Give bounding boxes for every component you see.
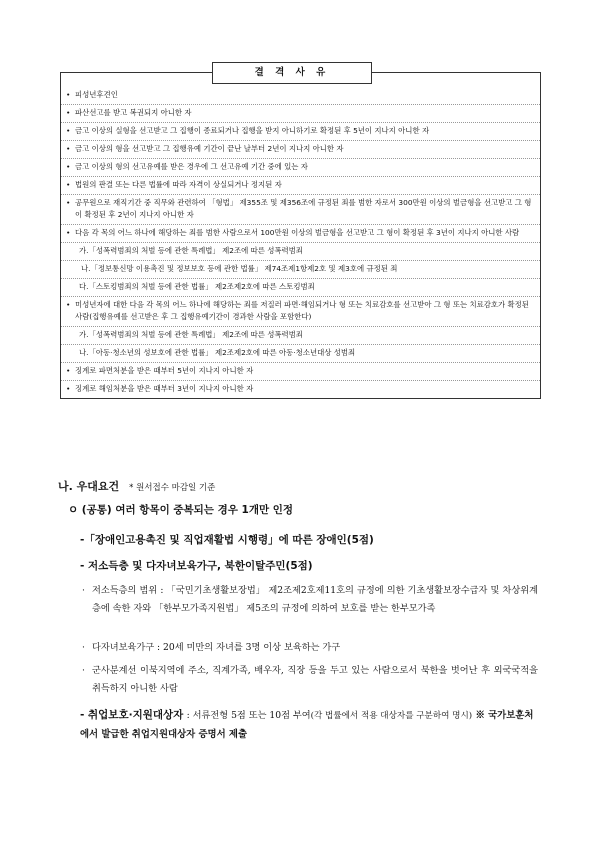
- detail-text: 군사분계선 이북지역에 주소, 직계가족, 배우자, 직장 등을 두고 있는 사람으로서 북한을 벗어난 후 외국국적을 취득하지 아니한 사람: [92, 665, 538, 694]
- disqualification-item: • 징계로 해임처분을 받은 때부터 3년이 지나지 아니한 자: [61, 380, 540, 398]
- section-title: [58, 478, 215, 494]
- disqualification-item: • 금고 이상의 형의 선고유예를 받은 경우에 그 선고유예 기간 중에 있는 자: [61, 158, 540, 176]
- disqualification-item: 가.「성폭력범죄의 처벌 등에 관한 특례법」 제2조에 따른 성폭력범죄: [61, 242, 540, 260]
- detail-dot: ·: [82, 585, 85, 596]
- section-heading: 나. 우대요건: [58, 480, 120, 493]
- disqualification-item: • 미성년자에 대한 다음 각 목의 어느 하나에 해당하는 죄를 저질러 파면·해임되거나 형 또는 치료감호를 선고받아 그 형 또는 치료감호가 확정된 사람(집행유예를 선고받은 후 그 집행유예기간이 경과한 사람을 포함한다): [61, 296, 540, 326]
- disabled-item: -「장애인고용촉진 및 직업재활법 시행령」에 따른 장애인(5점): [80, 534, 374, 546]
- disqualification-item: • 피성년후견인: [61, 87, 540, 104]
- employment-item: [80, 706, 542, 744]
- disqualification-item: • 공무원으로 재직기간 중 직무와 관련하여 「형법」 제355조 및 제356조에 규정된 죄를 범한 자로서 300만원 이상의 벌금형을 선고받고 그 형이 확정된 후 2년이 지나지 아니한 자: [61, 194, 540, 224]
- detail-dot: ·: [82, 642, 85, 653]
- disqualification-box: [60, 72, 541, 399]
- lowincome-item: - 저소득층 및 다자녀보육가구, 북한이탈주민(5점): [80, 560, 313, 572]
- detail-multichild: [82, 639, 538, 657]
- detail-text: 다자녀보육가구 : 20세 미만의 자녀를 3명 이상 보육하는 가구: [92, 642, 341, 653]
- disqualification-item: 가.「성폭력범죄의 처벌 등에 관한 특례법」 제2조에 따른 성폭력범죄: [61, 326, 540, 344]
- disqualification-title: 결 격 사 유: [212, 62, 372, 84]
- employment-label: - 취업보호·지원대상자: [80, 709, 184, 721]
- disqualification-item: • 다음 각 목의 어느 하나에 해당하는 죄를 범한 사람으로서 100만원 이상의 벌금형을 선고받고 그 형이 확정된 후 3년이 지나지 아니한 사람: [61, 224, 540, 242]
- employment-strong: ※ 국가보훈처에서 발급한 취업지원대상자 증명서 제출: [80, 710, 534, 740]
- employment-paren: (각 법률에서 적용 대상자를 구분하여 명시): [310, 711, 473, 721]
- section-note: * 원서접수 마감일 기준: [129, 483, 216, 493]
- disqualification-item: • 징계로 파면처분을 받은 때부터 5년이 지나지 아니한 자: [61, 362, 540, 380]
- employment-text: : 서류전형 5점 또는 10점 부여: [186, 710, 311, 721]
- disqualification-item: • 금고 이상의 형을 선고받고 그 집행유예 기간이 끝난 날부터 2년이 지나지 아니한 자: [61, 140, 540, 158]
- detail-text: 저소득층의 범위 : 「국민기초생활보장법」 제2조제2호제11호의 규정에 의한 기초생활보장수급자 및 차상위계층에 속한 자와 「한부모가족지원법」 제5조의 규정에 의하여 보호를 받는 한부모가족: [92, 585, 538, 614]
- disqualification-item: • 법원의 판결 또는 다른 법률에 따라 자격이 상실되거나 정지된 자: [61, 176, 540, 194]
- detail-lowincome: [82, 582, 538, 618]
- disqualification-item: 나.「아동·청소년의 성보호에 관한 법률」 제2조제2호에 따른 아동·청소년대상 성범죄: [61, 344, 540, 362]
- disqualification-item: 다.「스토킹범죄의 처벌 등에 관한 법률」 제2조제2호에 따른 스토킹범죄: [61, 278, 540, 296]
- disqualification-item: 나.「정보통신망 이용촉진 및 정보보호 등에 관한 법률」 제74조제1항제2호 및 제3호에 규정된 죄: [61, 260, 540, 278]
- detail-defector: [82, 662, 538, 698]
- common-rule: ㅇ (공통) 여러 항목이 중복되는 경우 1개만 인정: [68, 504, 294, 516]
- disqualification-item: • 금고 이상의 실형을 선고받고 그 집행이 종료되거나 집행을 받지 아니하기로 확정된 후 5년이 지나지 아니한 자: [61, 122, 540, 140]
- disqualification-item: • 파산선고를 받고 복권되지 아니한 자: [61, 104, 540, 122]
- detail-dot: ·: [82, 665, 85, 676]
